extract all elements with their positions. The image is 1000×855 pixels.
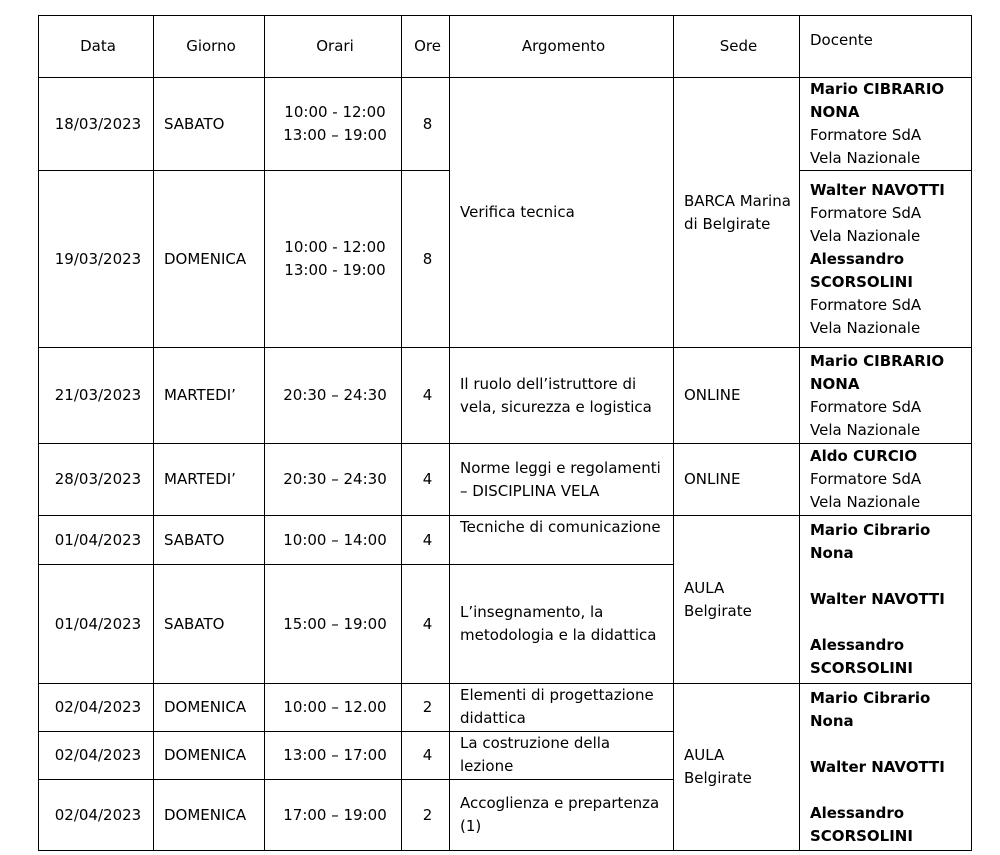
table-row	[39, 78, 972, 171]
cell-ore: 8	[402, 78, 450, 171]
header-row	[39, 16, 972, 78]
cell-docente	[800, 171, 972, 348]
docente-name: Nona	[810, 711, 854, 730]
cell-giorno: DOMENICA	[154, 684, 265, 732]
cell-argomento: L’insegnamento, la metodologia e la didattica	[450, 565, 674, 684]
cell-sede: AULA Belgirate	[674, 684, 800, 851]
cell-sede: ONLINE	[674, 444, 800, 516]
cell-orari: 10:00 – 12.00	[265, 684, 402, 732]
table-row	[39, 684, 972, 732]
cell-ore: 2	[402, 780, 450, 851]
cell-data: 01/04/2023	[39, 565, 154, 684]
cell-giorno: SABATO	[154, 516, 265, 565]
time-line: 13:00 - 19:00	[284, 261, 386, 279]
docente-role: Vela Nazionale	[810, 420, 921, 439]
cell-giorno: SABATO	[154, 78, 265, 171]
docente-name: Walter NAVOTTI	[810, 180, 945, 199]
docente-name: Alessandro	[810, 636, 905, 654]
docente-name: Mario Cibrario	[810, 688, 931, 707]
docente-role: Formatore SdA	[810, 397, 922, 416]
docente-name: Mario CIBRARIO	[810, 351, 945, 370]
cell-argomento: Elementi di progettazione didattica	[450, 684, 674, 732]
docente-name: Alessandro	[810, 803, 905, 822]
cell-data: 28/03/2023	[39, 444, 154, 516]
cell-docente	[800, 516, 972, 684]
cell-giorno: DOMENICA	[154, 732, 265, 780]
cell-docente	[800, 684, 972, 851]
table-row	[39, 348, 972, 444]
header-ore: Ore	[402, 16, 450, 78]
cell-ore: 4	[402, 444, 450, 516]
docente-role: Formatore SdA	[810, 126, 922, 144]
cell-argomento: Tecniche di comunicazione	[450, 516, 674, 565]
cell-orari: 20:30 – 24:30	[265, 444, 402, 516]
cell-orari: 17:00 – 19:00	[265, 780, 402, 851]
time-line: 13:00 – 19:00	[283, 126, 387, 144]
cell-data: 19/03/2023	[39, 171, 154, 348]
table-row	[39, 444, 972, 516]
cell-ore: 2	[402, 684, 450, 732]
cell-data: 02/04/2023	[39, 780, 154, 851]
header-argomento: Argomento	[450, 16, 674, 78]
cell-giorno: MARTEDI’	[154, 444, 265, 516]
cell-data: 18/03/2023	[39, 78, 154, 171]
cell-ore: 4	[402, 565, 450, 684]
docente-name: NONA	[810, 374, 860, 393]
docente-name: SCORSOLINI	[810, 826, 913, 845]
docente-role: Vela Nazionale	[810, 493, 921, 511]
docente-role: Vela Nazionale	[810, 149, 921, 167]
docente-name: Walter NAVOTTI	[810, 757, 945, 776]
docente-name: Aldo CURCIO	[810, 447, 918, 465]
cell-sede: BARCA Marina di Belgirate	[674, 78, 800, 348]
cell-docente	[800, 444, 972, 516]
docente-role: Formatore SdA	[810, 295, 922, 314]
cell-docente	[800, 78, 972, 171]
schedule-table	[38, 15, 972, 851]
cell-sede: AULA Belgirate	[674, 516, 800, 684]
table-row	[39, 516, 972, 565]
cell-giorno: DOMENICA	[154, 171, 265, 348]
docente-name: Mario CIBRARIO	[810, 80, 945, 98]
cell-giorno: SABATO	[154, 565, 265, 684]
docente-name: Alessandro	[810, 249, 905, 268]
cell-data: 02/04/2023	[39, 732, 154, 780]
docente-role: Vela Nazionale	[810, 226, 921, 245]
docente-role: Vela Nazionale	[810, 318, 921, 337]
cell-argomento: Il ruolo dell’istruttore di vela, sicurezza e logistica	[450, 348, 674, 444]
time-line: 10:00 - 12:00	[284, 103, 386, 121]
header-sede: Sede	[674, 16, 800, 78]
cell-orari	[265, 78, 402, 171]
time-line: 10:00 - 12:00	[284, 238, 386, 256]
docente-name: Mario Cibrario	[810, 521, 931, 539]
cell-ore: 8	[402, 171, 450, 348]
header-docente: Docente	[800, 16, 972, 78]
cell-orari: 20:30 – 24:30	[265, 348, 402, 444]
docente-role: Formatore SdA	[810, 203, 922, 222]
cell-data: 01/04/2023	[39, 516, 154, 565]
cell-orari: 10:00 – 14:00	[265, 516, 402, 565]
header-data: Data	[39, 16, 154, 78]
cell-docente	[800, 348, 972, 444]
cell-data: 02/04/2023	[39, 684, 154, 732]
header-orari: Orari	[265, 16, 402, 78]
cell-orari: 13:00 – 17:00	[265, 732, 402, 780]
cell-orari: 15:00 – 19:00	[265, 565, 402, 684]
docente-name: SCORSOLINI	[810, 272, 913, 291]
docente-name: Walter NAVOTTI	[810, 590, 945, 608]
cell-giorno: DOMENICA	[154, 780, 265, 851]
cell-ore: 4	[402, 732, 450, 780]
cell-data: 21/03/2023	[39, 348, 154, 444]
cell-argomento: Accoglienza e prepartenza (1)	[450, 780, 674, 851]
docente-name: SCORSOLINI	[810, 659, 913, 677]
cell-sede: ONLINE	[674, 348, 800, 444]
cell-ore: 4	[402, 516, 450, 565]
docente-role: Formatore SdA	[810, 470, 922, 488]
cell-argomento: Verifica tecnica	[450, 78, 674, 348]
cell-orari	[265, 171, 402, 348]
cell-giorno: MARTEDI’	[154, 348, 265, 444]
cell-argomento: La costruzione della lezione	[450, 732, 674, 780]
cell-argomento: Norme leggi e regolamenti – DISCIPLINA VELA	[450, 444, 674, 516]
docente-name: Nona	[810, 544, 854, 562]
cell-ore: 4	[402, 348, 450, 444]
docente-name: NONA	[810, 103, 860, 121]
header-giorno: Giorno	[154, 16, 265, 78]
